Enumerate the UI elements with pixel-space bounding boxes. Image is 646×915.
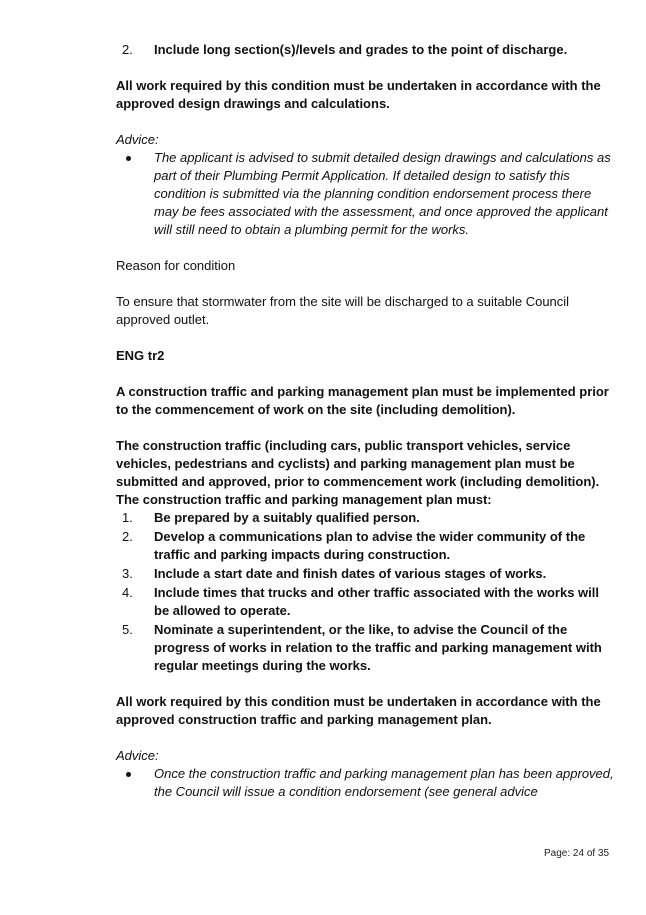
reason-text: To ensure that stormwater from the site will be discharged to a suitable Council approved outlet. bbox=[116, 294, 570, 327]
advice-label-1: Advice: bbox=[116, 132, 159, 147]
list-number: 5. bbox=[122, 622, 133, 637]
condition-paragraph-4: All work required by this condition must be undertaken in accordance with the approved construction traffic and parking management plan. bbox=[116, 694, 601, 727]
bullet-icon bbox=[126, 156, 131, 161]
list-item-text: Include times that trucks and other traffic associated with the works will be allowed to operate. bbox=[154, 585, 599, 618]
list-item-text: Include a start date and finish dates of various stages of works. bbox=[154, 566, 547, 581]
advice-bullet-text: Once the construction traffic and parking management plan has been approved, the Council will issue a condition endorsement (see general advice bbox=[154, 766, 614, 799]
list-number: 1. bbox=[122, 510, 133, 525]
list-number: 3. bbox=[122, 566, 133, 581]
list-item bbox=[116, 509, 616, 527]
condition-paragraph-3: The construction traffic (including cars, public transport vehicles, service vehicles, pedestrians and cyclists) and parking management plan must be submitted and approved, prior to commencement work (including demolition). The construction traffic and parking management plan must: bbox=[116, 438, 600, 507]
list-item bbox=[116, 528, 616, 564]
advice-bullet-text: The applicant is advised to submit detailed design drawings and calculations as part of their Plumbing Permit Application. If detailed design to satisfy this condition is submitted via the planning condition endorsement process there may be fees associated with the assessment, and once approved the applicant will still need to obtain a plumbing permit for the works. bbox=[154, 150, 611, 237]
advice-bullet-item bbox=[116, 149, 616, 239]
list-item-text: Nominate a superintendent, or the like, to advise the Council of the progress of works in relation to the traffic and parking management with regular meetings during the works. bbox=[154, 622, 602, 673]
list-item-text: Develop a communications plan to advise the wider community of the traffic and parking impacts during construction. bbox=[154, 529, 586, 562]
list-item bbox=[116, 621, 616, 675]
condition-paragraph-2: A construction traffic and parking management plan must be implemented prior to the commencement of work on the site (including demolition). bbox=[116, 384, 609, 417]
advice-bullet-list-1 bbox=[116, 149, 616, 239]
drawing-requirements-list bbox=[116, 41, 616, 59]
document-body bbox=[116, 41, 616, 801]
bullet-icon bbox=[126, 772, 131, 777]
list-number: 4. bbox=[122, 585, 133, 600]
list-item bbox=[116, 584, 616, 620]
management-plan-requirements-list bbox=[116, 509, 616, 675]
advice-label-2: Advice: bbox=[116, 748, 159, 763]
reason-heading: Reason for condition bbox=[116, 258, 236, 273]
condition-paragraph-1: All work required by this condition must be undertaken in accordance with the approved design drawings and calculations. bbox=[116, 78, 601, 111]
list-item-text: Be prepared by a suitably qualified person. bbox=[154, 510, 420, 525]
page-number-footer: Page: 24 of 35 bbox=[544, 848, 610, 859]
condition-code-heading: ENG tr2 bbox=[116, 348, 165, 363]
advice-bullet-item bbox=[116, 765, 616, 801]
list-item-text: Include long section(s)/levels and grades to the point of discharge. bbox=[154, 42, 568, 57]
list-item bbox=[116, 565, 616, 583]
advice-bullet-list-2 bbox=[116, 765, 616, 801]
list-item bbox=[116, 41, 616, 59]
list-number: 2. bbox=[122, 529, 133, 544]
list-number: 2. bbox=[122, 42, 133, 57]
